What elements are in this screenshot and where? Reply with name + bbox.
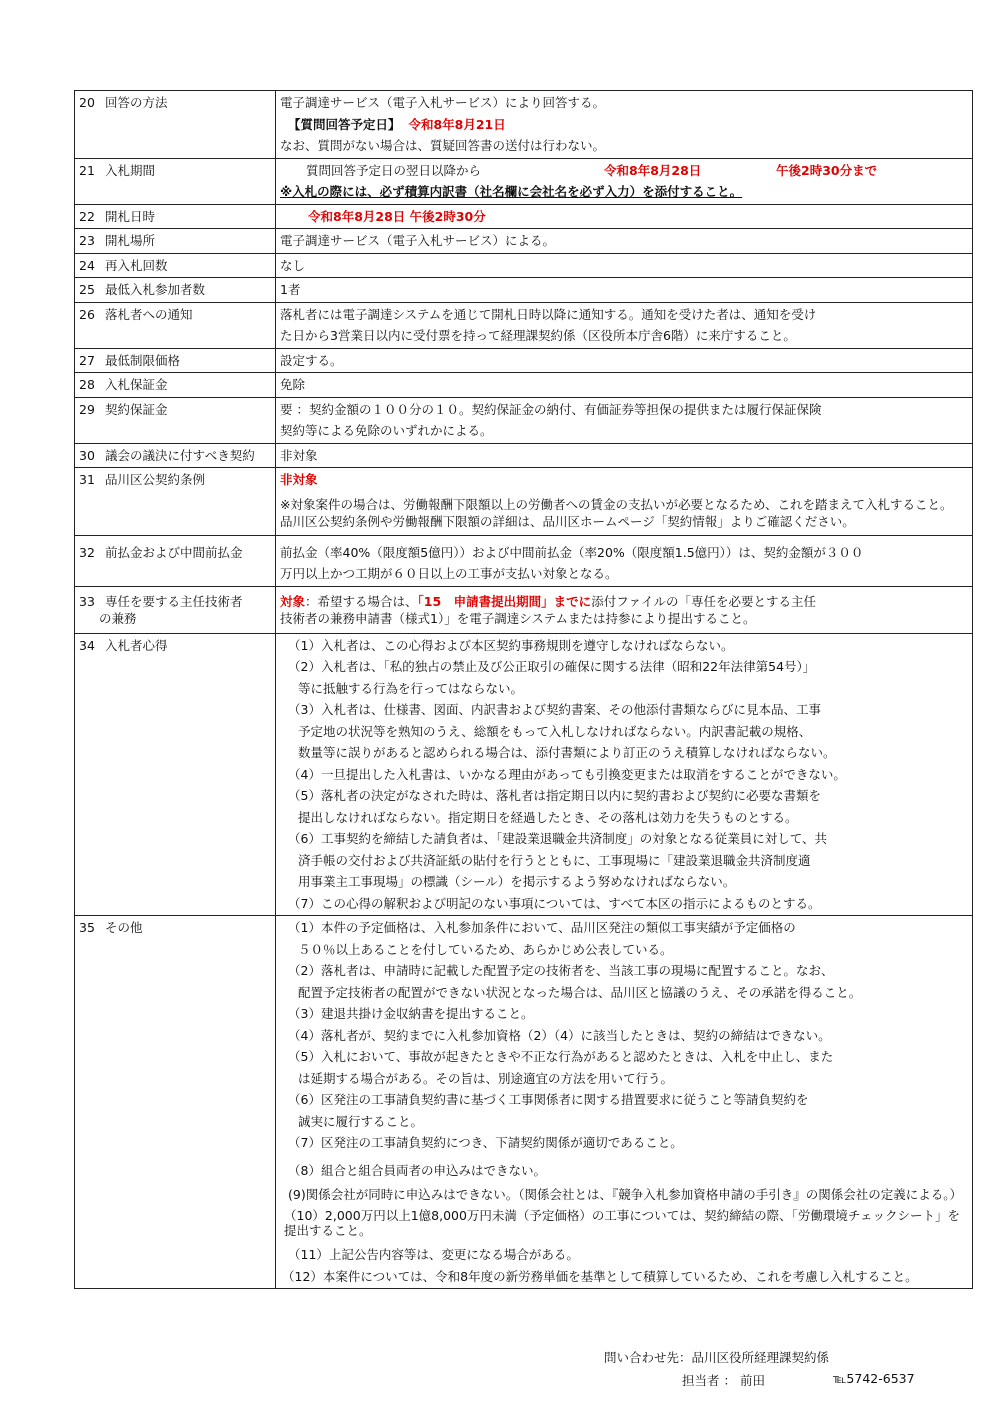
list-item: 提出しなければならない。指定期日を経過したとき、その落札は効力を失うものとする。 (298, 809, 798, 825)
row-label: 25 最低入札参加者数 (75, 278, 276, 303)
row-33 (75, 586, 973, 633)
row-label: 34 入札者心得 (75, 633, 276, 916)
row-content: 落札者には電子調達システムを通じて開札日時以降に通知する。通知を受けた者は、通知を受け た日から3営業日以内に受付票を持って経理課契約係（区役所本庁舎6階）に来庁すること。 (276, 302, 973, 348)
status-badge: 非対象 (280, 472, 318, 487)
list-item: （3）入札者は、仕様書、図面、内訳書および契約書案、その他添付書類ならびに見本品、工事 (288, 702, 821, 717)
row-25 (75, 278, 973, 303)
list-item: （2）入札者は、「私的独占の禁止及び公正取引の確保に関する法律（昭和22年法律第54号）」 (288, 659, 816, 674)
bid-period: 質問回答予定日の翌日以降から 令和8年8月28日 午後2時30分まで (306, 162, 878, 178)
row-content: 非対象 (276, 443, 973, 468)
row-label: 29 契約保証金 (75, 397, 276, 443)
row-label: 30 議会の議決に付すべき契約 (75, 443, 276, 468)
row-label: 35 その他 (75, 916, 276, 1289)
row-27 (75, 348, 973, 373)
list-item: （4）落札者が、契約までに入札参加資格（2）（4）に該当したときは、契約の締結はできない。 (288, 1027, 831, 1043)
row-content: 電子調達サービス（電子入札サービス）による。 (276, 229, 973, 254)
answer-schedule: 【質問回答予定日】 令和8年8月21日 (288, 116, 506, 132)
row-content: 要 ：契約金額の１００分の１０。契約保証金の納付、有価証券等担保の提供または履行保証保険 契約等による免除のいずれかによる。 (276, 397, 973, 443)
list-item: （5）落札者の決定がなされた時は、落札者は指定期日以内に契約書および契約に必要な書類を (288, 788, 821, 803)
list-item: （7）この心得の解釈および明記のない事項については、すべて本区の指示によるものとする。 (288, 895, 821, 911)
list-item: （2）落札者は、申請時に記載した配置予定の技術者を、当該工事の現場に配置すること。なお、 (288, 963, 834, 978)
list-item: （6）工事契約を締結した請負者は、「建設業退職金共済制度」の対象となる従業員に対して、共 (288, 831, 827, 846)
row-content (276, 204, 973, 229)
list-item: 予定地の状況等を熟知のうえ、総額をもって入札しなければならない。内訳書記載の規格、 (298, 723, 812, 739)
row-label: 28 入札保証金 (75, 373, 276, 398)
row-31 (75, 468, 973, 536)
row-label: 31 品川区公契約条例 (75, 468, 276, 536)
notice-table (74, 90, 973, 1289)
contact-person: 担当者 ： 前田 (682, 1373, 765, 1388)
list-item: （1）本件の予定価格は、入札参加条件において、品川区発注の類似工事実績が予定価格の (288, 920, 796, 935)
list-item: （6）区発注の工事請負契約書に基づく工事関係者に関する措置要求に従うこと等請負契約を (288, 1092, 809, 1107)
row-label: 33 専任を要する主任技術者 の兼務 (75, 586, 276, 633)
list-item: （3）建退共掛け金収納書を提出すること。 (288, 1006, 534, 1021)
row-label: 26 落札者への通知 (75, 302, 276, 348)
answer-method: 電子調達サービス（電子入札サービス）により回答する。 (280, 95, 606, 110)
row-23 (75, 229, 973, 254)
row-30 (75, 443, 973, 468)
list-item: （12）本案件については、令和8年度の新労務単価を基準として積算しているため、これを考慮し入札すること。 (282, 1268, 918, 1284)
list-item: は延期する場合がある。その旨は、別途適宜の方法を用いて行う。 (298, 1070, 674, 1086)
row-content: 免除 (276, 373, 973, 398)
row-32 (75, 535, 973, 586)
list-item: 用事業主工事現場」の標識（シール）を掲示するよう努めなければならない。 (298, 874, 736, 889)
row-label: 22 開札日時 (75, 204, 276, 229)
list-item: ５０％以上あることを付しているため、あらかじめ公表している。 (298, 941, 673, 957)
row-29 (75, 397, 973, 443)
list-item: 数量等に誤りがあると認められる場合は、添付書類により訂正のうえ積算しなければならない。 (298, 745, 836, 760)
row-content: 1者 (276, 278, 973, 303)
list-item: (9)関係会社が同時に申込みはできない。（関係会社とは、『競争入札参加資格申請の手引き』の関係会社の定義による。） (288, 1187, 962, 1202)
row-28 (75, 373, 973, 398)
row-content (276, 158, 973, 204)
row-content: なし (276, 253, 973, 278)
list-item: 配置予定技術者の配置ができない状況となった場合は、品川区と協議のうえ、その承諾を得ること。 (298, 984, 862, 1000)
row-24 (75, 253, 973, 278)
row-22 (75, 204, 973, 229)
row-label: 21 入札期間 (75, 158, 276, 204)
row-26 (75, 302, 973, 348)
row-21 (75, 158, 973, 204)
row-content (276, 633, 973, 916)
list-item: （5）入札において、事故が起きたときや不正な行為があると認めたときは、入札を中止し、また (288, 1049, 834, 1064)
row-content (276, 91, 973, 159)
row-35 (75, 916, 973, 1289)
row-content: 前払金（率40%（限度額5億円））および中間前払金（率20%（限度額1.5億円））は、契約金額が３００ 万円以上かつ工期が６０日以上の工事が支払い対象となる。 (276, 535, 973, 586)
row-label: 20 回答の方法 (75, 91, 276, 159)
list-item: （4）一旦提出した入札書は、いかなる理由があっても引換変更または取消をすることができない。 (288, 766, 846, 782)
row-label: 32 前払金および中間前払金 (75, 535, 276, 586)
list-item: （1）入札者は、この心得および本区契約事務規則を遵守しなければならない。 (288, 637, 734, 653)
row-content: 非対象 ※対象案件の場合は、労働報酬下限額以上の労働者への賃金の支払いが必要となるため、これを踏まえて入札すること。 品川区公契約条例や労働報酬下限額の詳細は、品川区ホームページ「契約情報」よりご確認ください。 (276, 468, 973, 536)
row-content (276, 916, 973, 1289)
list-item: （11）上記公告内容等は、変更になる場合がある。 (288, 1247, 579, 1262)
row-content: 設定する。 (276, 348, 973, 373)
contact-info: 問い合わせ先：品川区役所経理課契約係 (604, 1350, 830, 1365)
list-item: （10）2,000万円以上1億8,000万円未満（予定価格）の工事については、契約締結の際、「労働環境チェックシート」を提出すること。 (284, 1208, 961, 1238)
bid-note: ※入札の際には、必ず積算内訳書（社名欄に会社名を必ず入力）を添付すること。 (280, 184, 743, 199)
list-item: （8）組合と組合員両者の申込みはできない。 (288, 1162, 546, 1178)
opening-datetime: 令和8年8月28日 午後2時30分 (308, 208, 486, 224)
row-label: 23 開札場所 (75, 229, 276, 254)
contact-phone: ℡5742-6537 (833, 1371, 915, 1386)
row-34 (75, 633, 973, 916)
row-content: 対象：希望する場合は、「15 申請書提出期間」までに添付ファイルの「専任を必要とする主任 技術者の兼務申請書（様式1）」を電子調達システムまたは持参により提出すること。 (276, 586, 973, 633)
list-item: （7）区発注の工事請負契約につき、下請契約関係が適切であること。 (288, 1135, 683, 1150)
row-label: 27 最低制限価格 (75, 348, 276, 373)
row-20 (75, 91, 973, 159)
list-item: 誠実に履行すること。 (298, 1113, 424, 1129)
list-item: 済手帳の交付および共済証紙の貼付を行うとともに、工事現場に「建設業退職金共済制度適 (298, 852, 811, 868)
list-item: 等に抵触する行為を行ってはならない。 (298, 680, 524, 696)
row-label: 24 再入札回数 (75, 253, 276, 278)
answer-note: なお、質問がない場合は、質疑回答書の送付は行わない。 (280, 138, 606, 153)
